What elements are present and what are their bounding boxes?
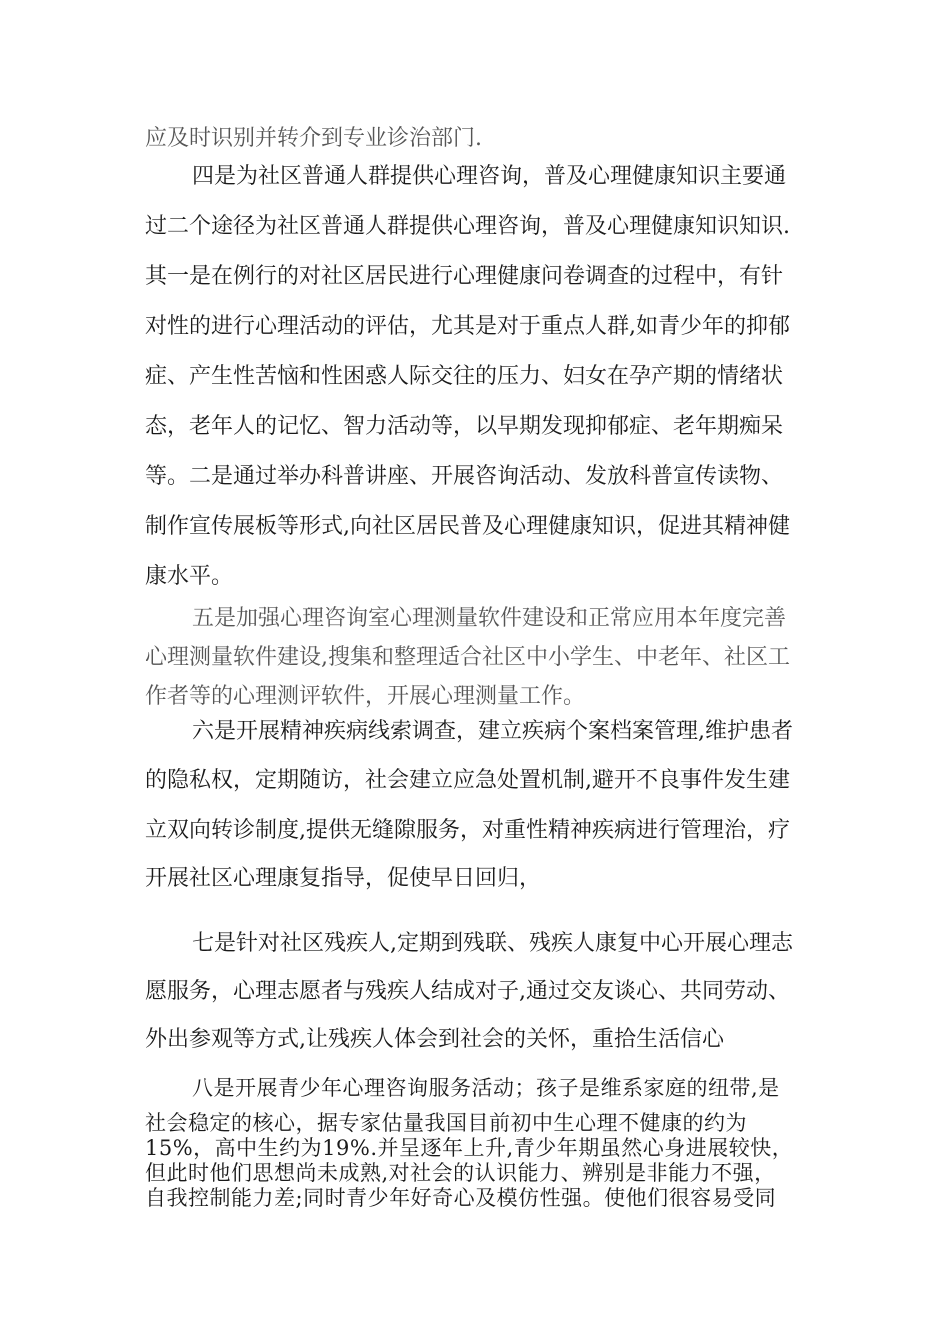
paragraph-6-line-3: 立双向转诊制度,提供无缝隙服务，对重性精神疾病进行管理治，疗 xyxy=(145,818,790,843)
paragraph-4-line-4: 对性的进行心理活动的评估，尤其是对于重点人群,如青少年的抑郁 xyxy=(145,314,790,339)
paragraph-4-line-9: 康水平。 xyxy=(145,564,234,589)
paragraph-4-line-8: 制作宣传展板等形式,向社区居民普及心理健康知识，促进其精神健 xyxy=(145,514,790,539)
paragraph-8-line-4: 但此时他们思想尚未成熟,对社会的认识能力、辨别是非能力不强， xyxy=(145,1161,776,1185)
paragraph-3-line-1: 应及时识别并转介到专业诊治部门. xyxy=(145,126,482,151)
paragraph-7-line-1: 七是针对社区残疾人,定期到残联、残疾人康复中心开展心理志 xyxy=(192,931,793,956)
paragraph-8-line-2: 社会稳定的核心，据专家估量我国目前初中生心理不健康的约为 xyxy=(145,1111,747,1135)
paragraph-7-line-2: 愿服务，心理志愿者与残疾人结成对子,通过交友谈心、共同劳动、 xyxy=(145,979,790,1004)
paragraph-6-line-1: 六是开展精神疾病线索调查，建立疾病个案档案管理,维护患者 xyxy=(192,719,793,744)
paragraph-4-line-7: 等。二是通过举办科普讲座、开展咨询活动、发放科普宣传读物、 xyxy=(145,464,784,489)
paragraph-5-line-2: 心理测量软件建设,搜集和整理适合社区中小学生、中老年、社区工 xyxy=(145,645,790,670)
paragraph-4-line-3: 其一是在例行的对社区居民进行心理健康问卷调查的过程中，有针 xyxy=(145,264,784,289)
paragraph-8-line-5: 自我控制能力差;同时青少年好奇心及模仿性强。使他们很容易受同 xyxy=(145,1186,777,1210)
paragraph-4-line-6: 态，老年人的记忆、智力活动等，以早期发现抑郁症、老年期痴呆 xyxy=(145,414,784,439)
paragraph-4-line-5: 症、产生性苦恼和性困惑人际交往的压力、妇女在孕产期的情绪状 xyxy=(145,364,784,389)
paragraph-4-line-1: 四是为社区普通人群提供心理咨询，普及心理健康知识主要通 xyxy=(192,164,787,189)
paragraph-6-line-4: 开展社区心理康复指导，促使早日回归， xyxy=(145,866,542,891)
paragraph-6-line-2: 的隐私权，定期随访，社会建立应急处置机制,避开不良事件发生建 xyxy=(145,768,790,793)
paragraph-4-line-2: 过二个途径为社区普通人群提供心理咨询，普及心理健康知识知识. xyxy=(145,214,790,239)
paragraph-5-line-3: 作者等的心理测评软件，开展心理测量工作。 xyxy=(145,684,586,709)
paragraph-8-line-3: 15%，高中生约为19%.并呈逐年上升,青少年期虽然心身进展较快， xyxy=(145,1136,794,1160)
paragraph-7-line-3: 外出参观等方式,让残疾人体会到社会的关怀，重拾生活信心 xyxy=(145,1027,724,1052)
paragraph-8-line-1: 八是开展青少年心理咨询服务活动；孩子是维系家庭的纽带,是 xyxy=(192,1076,780,1100)
paragraph-5-line-1: 五是加强心理咨询室心理测量软件建设和正常应用本年度完善 xyxy=(192,606,787,631)
